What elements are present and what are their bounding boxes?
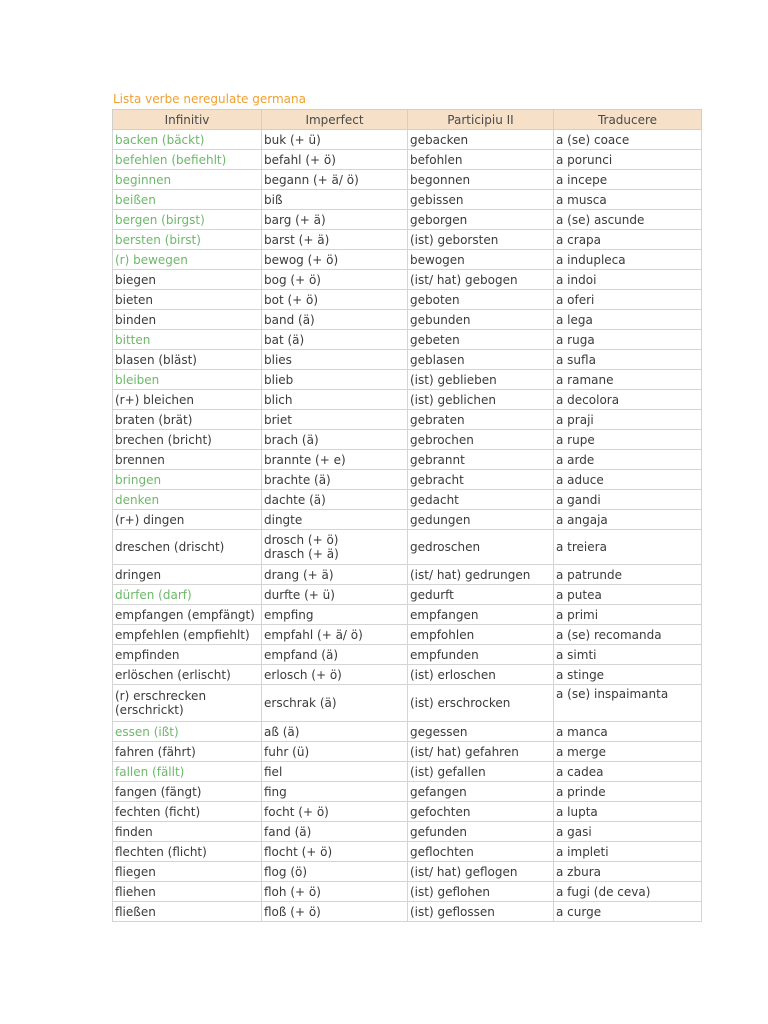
cell-participiu: gebunden (408, 310, 554, 330)
table-row (113, 530, 702, 565)
cell-imperfect: barg (+ ä) (262, 210, 408, 230)
cell-participiu: gefunden (408, 822, 554, 842)
cell-infinitiv: bitten (113, 330, 262, 350)
cell-participiu: (ist/ hat) gedrungen (408, 565, 554, 585)
cell-infinitiv: backen (bäckt) (113, 130, 262, 150)
table-header-row (113, 110, 702, 130)
table-row (113, 842, 702, 862)
cell-traducere: a gandi (554, 490, 702, 510)
cell-participiu: (ist/ hat) gefahren (408, 742, 554, 762)
header-imperfect: Imperfect (262, 110, 408, 130)
cell-participiu: (ist) geflossen (408, 902, 554, 922)
cell-participiu: (ist) erschrocken (408, 685, 554, 722)
table-row (113, 782, 702, 802)
cell-participiu: gedroschen (408, 530, 554, 565)
cell-participiu: (ist/ hat) geflogen (408, 862, 554, 882)
cell-traducere: a indupleca (554, 250, 702, 270)
cell-participiu: geboten (408, 290, 554, 310)
cell-traducere: a (se) coace (554, 130, 702, 150)
cell-traducere: a lupta (554, 802, 702, 822)
cell-traducere: a simti (554, 645, 702, 665)
cell-imperfect: buk (+ ü) (262, 130, 408, 150)
table-row (113, 862, 702, 882)
cell-imperfect: blieb (262, 370, 408, 390)
cell-infinitiv: fliehen (113, 882, 262, 902)
cell-infinitiv: (r) erschrecken (erschrickt) (113, 685, 262, 722)
table-row (113, 645, 702, 665)
cell-infinitiv: fahren (fährt) (113, 742, 262, 762)
cell-imperfect: floß (+ ö) (262, 902, 408, 922)
table-row (113, 450, 702, 470)
table-row (113, 430, 702, 450)
table-row (113, 230, 702, 250)
cell-imperfect: bot (+ ö) (262, 290, 408, 310)
cell-traducere: a ruga (554, 330, 702, 350)
cell-participiu: (ist/ hat) gebogen (408, 270, 554, 290)
cell-infinitiv: braten (brät) (113, 410, 262, 430)
table-row (113, 290, 702, 310)
header-traducere: Traducere (554, 110, 702, 130)
cell-traducere: a primi (554, 605, 702, 625)
cell-participiu: (ist) geflohen (408, 882, 554, 902)
cell-participiu: gebraten (408, 410, 554, 430)
cell-infinitiv: bergen (birgst) (113, 210, 262, 230)
cell-participiu: befohlen (408, 150, 554, 170)
table-row (113, 270, 702, 290)
cell-imperfect: drosch (+ ö) drasch (+ ä) (262, 530, 408, 565)
cell-participiu: (ist) gefallen (408, 762, 554, 782)
cell-traducere: a aduce (554, 470, 702, 490)
cell-traducere: a treiera (554, 530, 702, 565)
cell-traducere: a oferi (554, 290, 702, 310)
table-row (113, 170, 702, 190)
cell-imperfect: flog (ö) (262, 862, 408, 882)
cell-traducere: a rupe (554, 430, 702, 450)
cell-imperfect: empfand (ä) (262, 645, 408, 665)
cell-imperfect: band (ä) (262, 310, 408, 330)
cell-traducere: a curge (554, 902, 702, 922)
cell-participiu: gedungen (408, 510, 554, 530)
cell-traducere: a crapa (554, 230, 702, 250)
table-row (113, 250, 702, 270)
table-row (113, 882, 702, 902)
cell-infinitiv: bleiben (113, 370, 262, 390)
cell-traducere: a ramane (554, 370, 702, 390)
cell-infinitiv: essen (ißt) (113, 722, 262, 742)
cell-infinitiv: flechten (flicht) (113, 842, 262, 862)
cell-participiu: empfunden (408, 645, 554, 665)
cell-infinitiv: dringen (113, 565, 262, 585)
cell-infinitiv: biegen (113, 270, 262, 290)
cell-infinitiv: empfehlen (empfiehlt) (113, 625, 262, 645)
table-row (113, 585, 702, 605)
header-infinitiv: Infinitiv (113, 110, 262, 130)
cell-imperfect: dachte (ä) (262, 490, 408, 510)
cell-participiu: (ist) geborsten (408, 230, 554, 250)
cell-traducere: a prinde (554, 782, 702, 802)
cell-participiu: gebrochen (408, 430, 554, 450)
cell-imperfect: focht (+ ö) (262, 802, 408, 822)
cell-imperfect: fuhr (ü) (262, 742, 408, 762)
cell-participiu: gedurft (408, 585, 554, 605)
table-row (113, 565, 702, 585)
cell-imperfect: brannte (+ e) (262, 450, 408, 470)
cell-infinitiv: fangen (fängt) (113, 782, 262, 802)
cell-traducere: a putea (554, 585, 702, 605)
table-row (113, 685, 702, 722)
table-row (113, 310, 702, 330)
cell-participiu: (ist) geblichen (408, 390, 554, 410)
cell-traducere: a decolora (554, 390, 702, 410)
cell-participiu: gebissen (408, 190, 554, 210)
cell-imperfect: empfing (262, 605, 408, 625)
cell-traducere: a stinge (554, 665, 702, 685)
cell-participiu: gebrannt (408, 450, 554, 470)
cell-infinitiv: blasen (bläst) (113, 350, 262, 370)
cell-participiu: geborgen (408, 210, 554, 230)
cell-traducere: a incepe (554, 170, 702, 190)
cell-participiu: bewogen (408, 250, 554, 270)
cell-infinitiv: (r) bewegen (113, 250, 262, 270)
cell-imperfect: floh (+ ö) (262, 882, 408, 902)
cell-traducere: a zbura (554, 862, 702, 882)
cell-imperfect: barst (+ ä) (262, 230, 408, 250)
cell-infinitiv: befehlen (befiehlt) (113, 150, 262, 170)
cell-imperfect: blies (262, 350, 408, 370)
cell-infinitiv: bersten (birst) (113, 230, 262, 250)
cell-imperfect: brachte (ä) (262, 470, 408, 490)
cell-infinitiv: bringen (113, 470, 262, 490)
table-row (113, 210, 702, 230)
cell-infinitiv: fließen (113, 902, 262, 922)
cell-imperfect: begann (+ ä/ ö) (262, 170, 408, 190)
cell-imperfect: dingte (262, 510, 408, 530)
document-title: Lista verbe neregulate germana (113, 92, 306, 106)
cell-participiu: gebeten (408, 330, 554, 350)
cell-participiu: empfangen (408, 605, 554, 625)
cell-imperfect: brach (ä) (262, 430, 408, 450)
cell-participiu: gefangen (408, 782, 554, 802)
table-row (113, 370, 702, 390)
cell-infinitiv: beginnen (113, 170, 262, 190)
cell-traducere: a (se) inspaimanta (554, 685, 702, 722)
cell-participiu: gefochten (408, 802, 554, 822)
cell-imperfect: blich (262, 390, 408, 410)
cell-imperfect: fing (262, 782, 408, 802)
cell-imperfect: fand (ä) (262, 822, 408, 842)
cell-infinitiv: beißen (113, 190, 262, 210)
cell-imperfect: bat (ä) (262, 330, 408, 350)
cell-imperfect: empfahl (+ ä/ ö) (262, 625, 408, 645)
cell-traducere: a musca (554, 190, 702, 210)
cell-infinitiv: binden (113, 310, 262, 330)
cell-traducere: a cadea (554, 762, 702, 782)
cell-traducere: a angaja (554, 510, 702, 530)
cell-infinitiv: erlöschen (erlischt) (113, 665, 262, 685)
cell-infinitiv: (r+) bleichen (113, 390, 262, 410)
cell-infinitiv: dreschen (drischt) (113, 530, 262, 565)
cell-imperfect: biß (262, 190, 408, 210)
cell-imperfect: flocht (+ ö) (262, 842, 408, 862)
cell-infinitiv: fechten (ficht) (113, 802, 262, 822)
cell-imperfect: befahl (+ ö) (262, 150, 408, 170)
cell-infinitiv: bieten (113, 290, 262, 310)
cell-participiu: gebracht (408, 470, 554, 490)
cell-infinitiv: brechen (bricht) (113, 430, 262, 450)
cell-traducere: a arde (554, 450, 702, 470)
table-row (113, 490, 702, 510)
cell-imperfect: briet (262, 410, 408, 430)
cell-traducere: a praji (554, 410, 702, 430)
cell-imperfect: bewog (+ ö) (262, 250, 408, 270)
cell-infinitiv: brennen (113, 450, 262, 470)
table-row (113, 762, 702, 782)
table-row (113, 510, 702, 530)
header-participiu: Participiu II (408, 110, 554, 130)
cell-traducere: a manca (554, 722, 702, 742)
cell-infinitiv: empfangen (empfängt) (113, 605, 262, 625)
cell-infinitiv: (r+) dingen (113, 510, 262, 530)
table-row (113, 625, 702, 645)
cell-imperfect: fiel (262, 762, 408, 782)
cell-imperfect: drang (+ ä) (262, 565, 408, 585)
cell-imperfect: erlosch (+ ö) (262, 665, 408, 685)
cell-participiu: geblasen (408, 350, 554, 370)
cell-traducere: a indoi (554, 270, 702, 290)
cell-traducere: a gasi (554, 822, 702, 842)
cell-infinitiv: denken (113, 490, 262, 510)
cell-imperfect: aß (ä) (262, 722, 408, 742)
cell-traducere: a sufla (554, 350, 702, 370)
table-row (113, 470, 702, 490)
table-row (113, 605, 702, 625)
table-row (113, 902, 702, 922)
cell-imperfect: erschrak (ä) (262, 685, 408, 722)
cell-participiu: empfohlen (408, 625, 554, 645)
cell-traducere: a patrunde (554, 565, 702, 585)
table-row (113, 742, 702, 762)
cell-participiu: begonnen (408, 170, 554, 190)
cell-participiu: (ist) erloschen (408, 665, 554, 685)
table-row (113, 130, 702, 150)
cell-infinitiv: finden (113, 822, 262, 842)
cell-imperfect: durfte (+ ü) (262, 585, 408, 605)
table-row (113, 802, 702, 822)
table-row (113, 350, 702, 370)
cell-traducere: a (se) recomanda (554, 625, 702, 645)
cell-imperfect: bog (+ ö) (262, 270, 408, 290)
table-row (113, 722, 702, 742)
cell-traducere: a fugi (de ceva) (554, 882, 702, 902)
irregular-verbs-table (112, 109, 702, 922)
table-row (113, 150, 702, 170)
table-row (113, 822, 702, 842)
table-row (113, 665, 702, 685)
cell-infinitiv: fallen (fällt) (113, 762, 262, 782)
table-row (113, 330, 702, 350)
cell-infinitiv: empfinden (113, 645, 262, 665)
cell-infinitiv: fliegen (113, 862, 262, 882)
cell-traducere: a (se) ascunde (554, 210, 702, 230)
cell-participiu: gegessen (408, 722, 554, 742)
cell-participiu: geflochten (408, 842, 554, 862)
cell-participiu: gebacken (408, 130, 554, 150)
table-body (113, 130, 702, 922)
cell-traducere: a impleti (554, 842, 702, 862)
table-row (113, 410, 702, 430)
cell-infinitiv: dürfen (darf) (113, 585, 262, 605)
cell-traducere: a merge (554, 742, 702, 762)
cell-participiu: gedacht (408, 490, 554, 510)
cell-traducere: a porunci (554, 150, 702, 170)
cell-traducere: a lega (554, 310, 702, 330)
table-row (113, 190, 702, 210)
table-row (113, 390, 702, 410)
cell-participiu: (ist) geblieben (408, 370, 554, 390)
